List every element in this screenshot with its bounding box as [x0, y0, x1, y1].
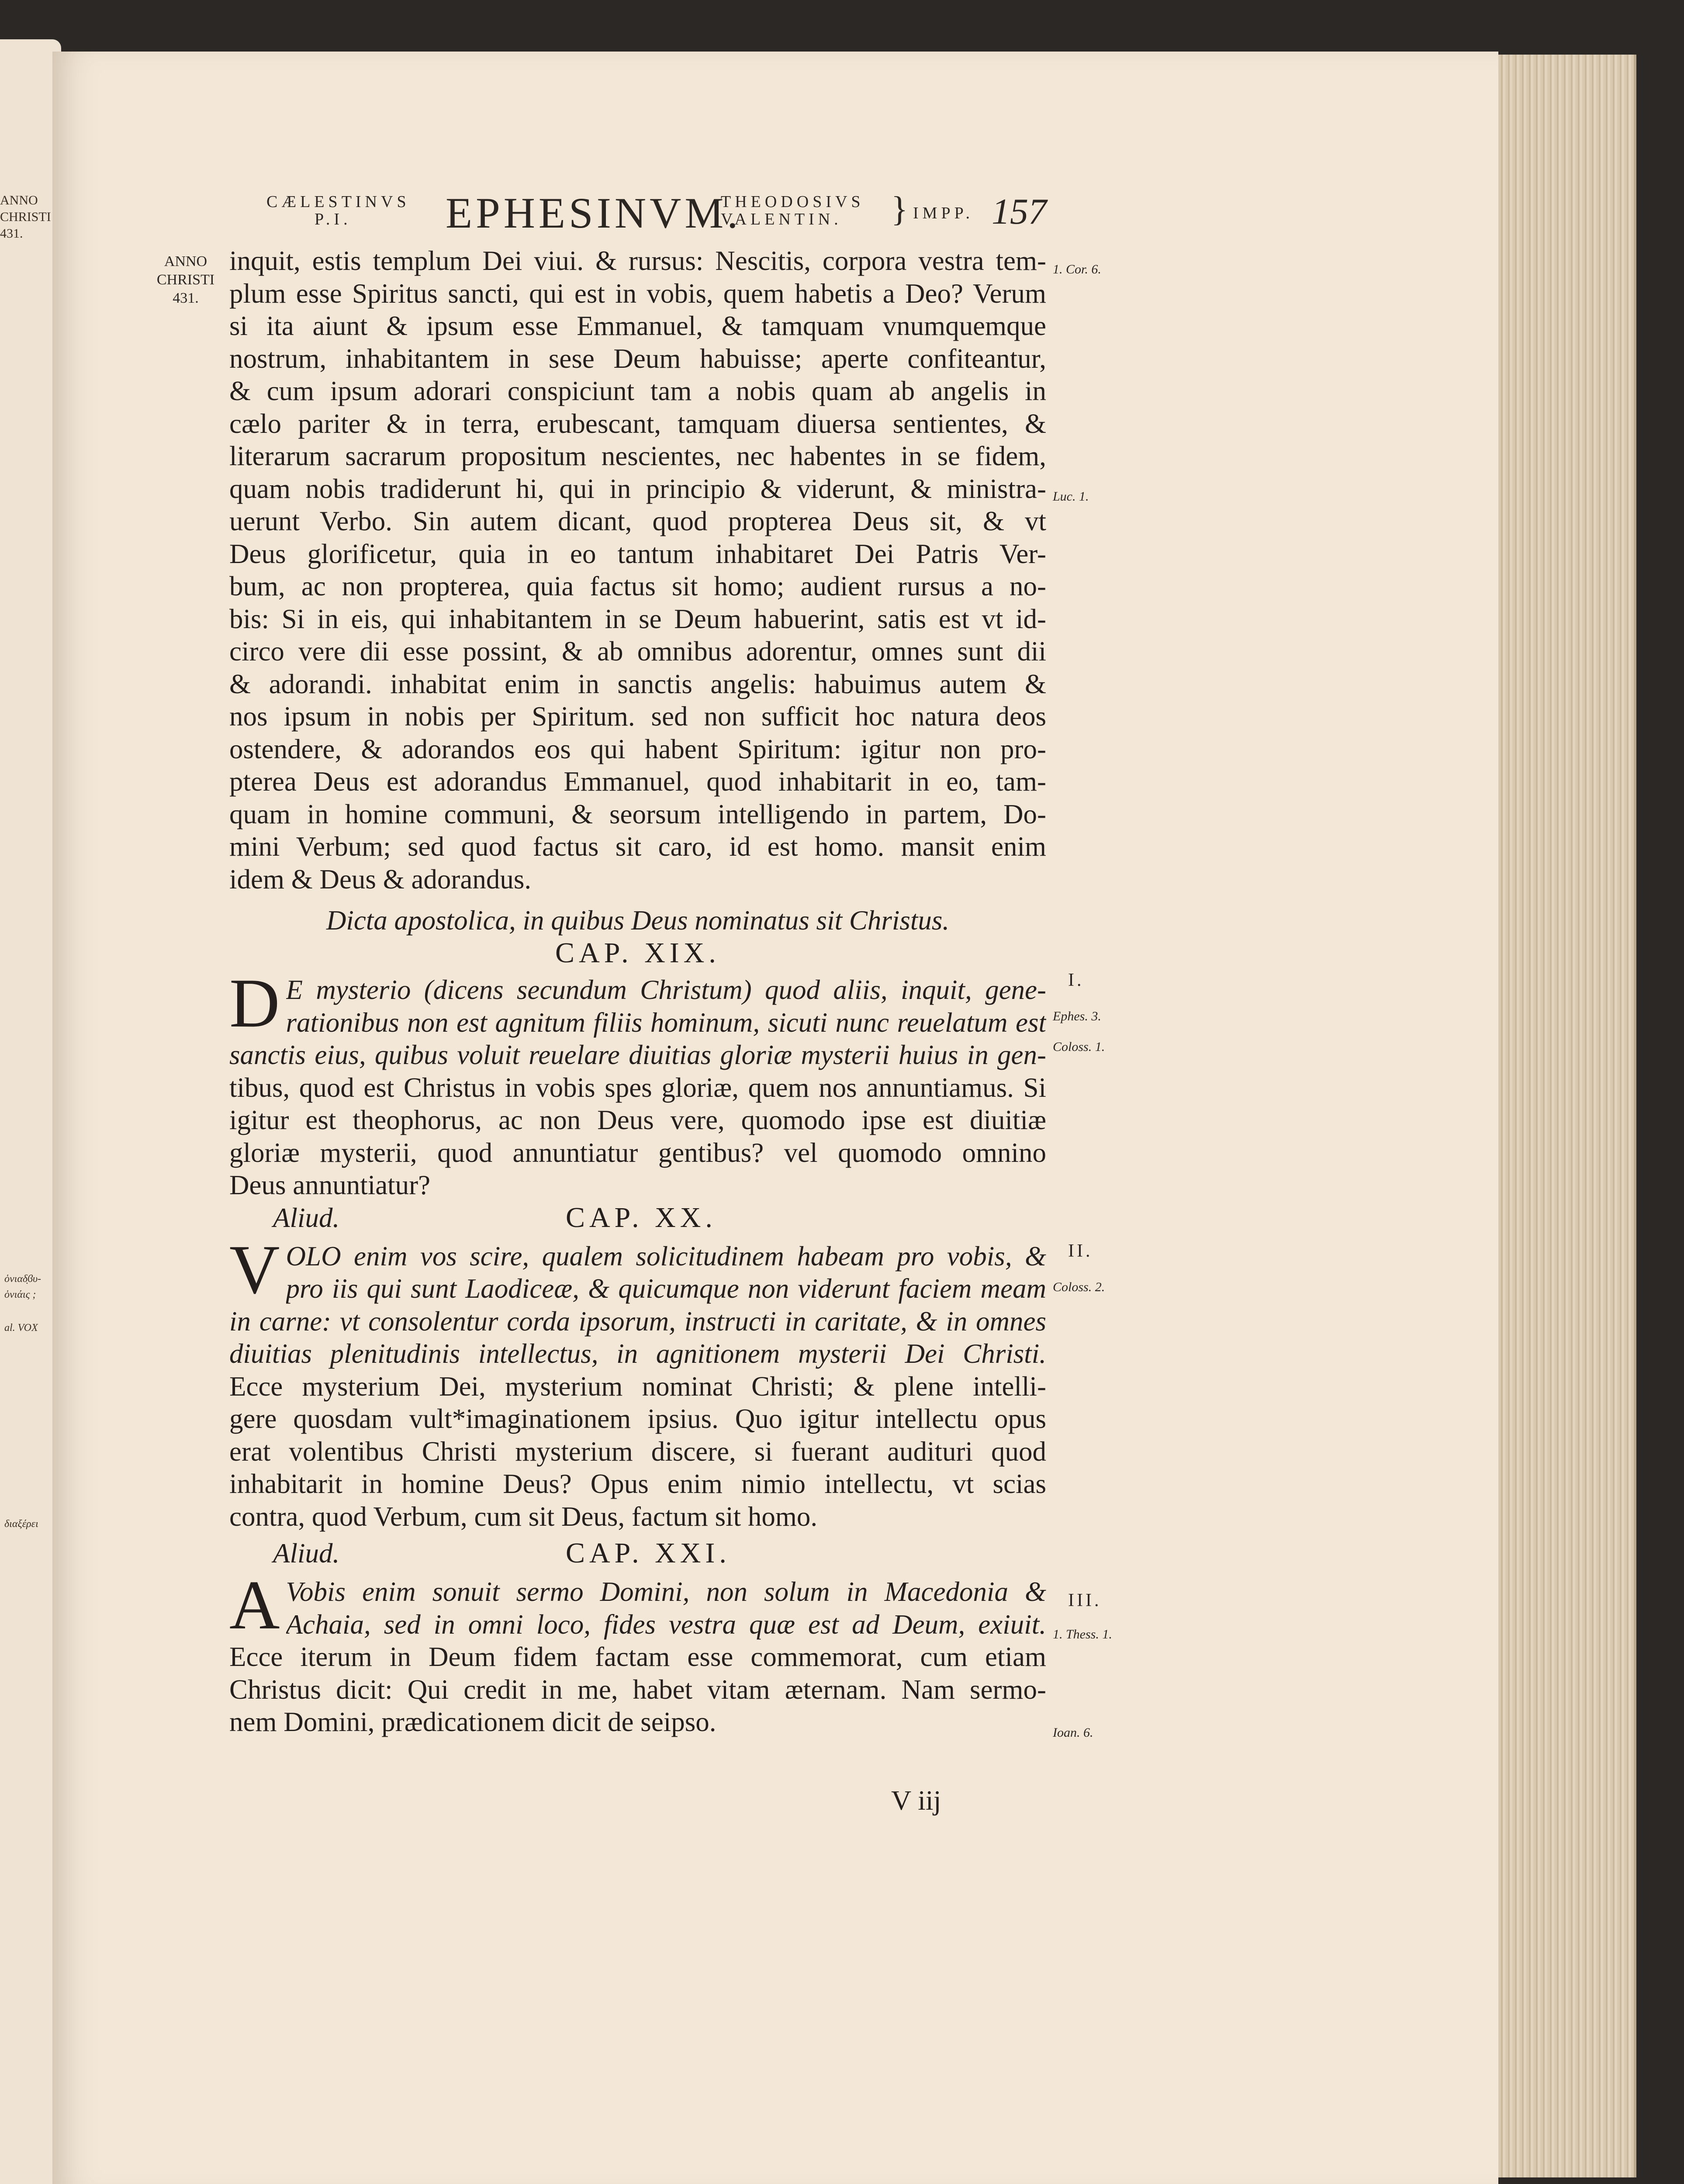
margin-note-luc: Luc. 1.	[1053, 489, 1089, 504]
text-line: cælo pariter & in terra, erubescant, tamquam diuersa sentientes, &	[229, 408, 1046, 439]
header-left-top: CÆLESTINVS	[266, 193, 410, 211]
text-line: igitur est theophorus, ac non Deus vere, quomodo ipse est diuitiæ	[229, 1105, 1046, 1135]
drop-cap-v: V	[229, 1230, 280, 1308]
margin-num-1: I.	[1068, 970, 1084, 990]
text-line: OLO enim vos scire, qualem solicitudinem habeam pro vobis, &	[286, 1241, 1046, 1272]
header-right-top: THEODOSIVS	[721, 193, 864, 211]
text-line: circo vere dii esse possint, & ab omnibus adorentur, omnes sunt dii	[229, 636, 1046, 667]
text-line: Deus annuntiatur?	[229, 1170, 431, 1200]
text-line: Achaia, sed in omni loco, fides vestra quæ est ad Deum, exiuit.	[286, 1609, 1046, 1640]
text-line: plum esse Spiritus sancti, qui est in vobis, quem habetis a Deo? Verum	[229, 278, 1046, 309]
header-impp: IMPP.	[913, 204, 974, 222]
text-line: uerunt Verbo. Sin autem dicant, quod propterea Deus sit, & vt	[229, 506, 1046, 536]
text-line: tibus, quod est Christus in vobis spes gloriæ, quem nos annuntiamus. Si	[229, 1072, 1046, 1103]
text-line: & cum ipsum adorari conspiciunt tam a nobis quam ab angelis in	[229, 376, 1046, 406]
text-line: Ecce iterum in Deum fidem factam esse commemorat, cum etiam	[229, 1641, 1046, 1672]
margin-note-cor: 1. Cor. 6.	[1053, 262, 1101, 276]
chapter-19-title: Dicta apostolica, in quibus Deus nominatus sit Christus.	[326, 905, 950, 936]
signature-mark: V iij	[891, 1785, 941, 1816]
text-line: bis: Si in eis, qui inhabitantem in se Deum habuerint, satis est vt id-	[229, 603, 1046, 634]
text-line: diuitias plenitudinis intellectus, in agnitionem mysterii Dei Christi.	[229, 1338, 1046, 1369]
margin-note-ephes: Ephes. 3.	[1053, 1009, 1101, 1023]
text-line: nostrum, inhabitantem in sese Deum habuisse; aperte confiteantur,	[229, 343, 1046, 374]
text-line: & adorandi. inhabitat enim in sanctis angelis: habuimus autem &	[229, 668, 1046, 699]
body-text	[229, 245, 1046, 1738]
paragraph-3	[229, 1230, 1046, 1533]
drop-cap-d: D	[229, 964, 280, 1042]
text-line: rationibus non est agnitum filiis hominum, sicuti nunc reuelatum est	[286, 1007, 1046, 1038]
facing-page-edge	[0, 39, 61, 2184]
facing-page-greek-note: ὁνιαδ̣ϐυ- ὁνιάις ; al. VOX	[4, 1273, 41, 1334]
chapter-20-heading: CAP. XX.	[566, 1201, 717, 1234]
margin-num-2: II.	[1068, 1241, 1093, 1261]
text-line: pterea Deus est adorandus Emmanuel, quod inhabitarit in eo, tam-	[229, 766, 1046, 797]
text-line: nem Domini, prædicationem dicit de seipso.	[229, 1707, 716, 1737]
text-line: inhabitarit in homine Deus? Opus enim nimio intellectu, vt scias	[229, 1469, 1046, 1499]
text-line: pro iis qui sunt Laodiceæ, & quicumque non viderunt faciem meam	[286, 1273, 1046, 1304]
paragraph-4	[229, 1566, 1046, 1738]
text-line: inquit, estis templum Dei viui. & rursus: Nescitis, corpora vestra tem-	[229, 245, 1046, 276]
text-line: bum, ac non propterea, quia factus sit homo; audient rursus a no-	[229, 571, 1046, 601]
chapter-20-heading-row	[229, 1202, 1046, 1234]
running-header	[262, 189, 1048, 245]
margin-note-thess: 1. Thess. 1.	[1053, 1627, 1112, 1641]
text-line: literarum sacrarum propositum nescientes, nec habentes in se fidem,	[229, 441, 1046, 471]
facing-page-anno-note: ANNO CHRISTI 431.	[0, 193, 51, 241]
text-line: Vobis enim sonuit sermo Domini, non solum in Macedonia &	[286, 1576, 1046, 1607]
page-edges	[1498, 55, 1636, 2177]
text-line: E mysterio (dicens secundum Christum) quod aliis, inquit, gene-	[286, 975, 1046, 1005]
margin-note-coloss1: Coloss. 1.	[1053, 1040, 1105, 1054]
page-number: 157	[992, 191, 1047, 232]
header-left-bottom: P.I.	[315, 210, 352, 228]
margin-note-coloss2: Coloss. 2.	[1053, 1280, 1105, 1294]
chapter-20-aliud: Aliud.	[273, 1202, 340, 1233]
text-line: mini Verbum; sed quod factus sit caro, id est homo. mansit enim	[229, 831, 1046, 862]
chapter-21-aliud: Aliud.	[273, 1538, 340, 1569]
text-line: nos ipsum in nobis per Spiritum. sed non sufficit hoc natura deos	[229, 701, 1046, 732]
text-line: gere quosdam vult*imaginationem ipsius. Quo igitur intellectu opus	[229, 1403, 1046, 1434]
chapter-21-heading: CAP. XXI.	[566, 1537, 731, 1569]
text-line: Christus dicit: Qui credit in me, habet vitam æternam. Nam sermo-	[229, 1674, 1046, 1705]
text-line: idem & Deus & adorandus.	[229, 864, 532, 895]
header-right-bottom: VALENTIN.	[721, 210, 842, 228]
text-line: quam nobis tradiderunt hi, qui in principio & viderunt, & ministra-	[229, 473, 1046, 504]
text-line: erat volentibus Christi mysterium discere, si fuerant audituri quod	[229, 1436, 1046, 1467]
header-title: EPHESINVM.	[446, 189, 742, 237]
paragraph-2	[229, 964, 1046, 1202]
facing-page-low-note: διαξέρει	[4, 1518, 38, 1530]
text-line: Ecce mysterium Dei, mysterium nominat Christi; & plene intelli-	[229, 1371, 1046, 1402]
header-brace: }	[891, 190, 908, 228]
text-line: ostendere, & adorandos eos qui habent Spiritum: igitur non pro-	[229, 733, 1046, 764]
chapter-21-heading-row	[229, 1537, 1046, 1569]
text-line: si ita aiunt & ipsum esse Emmanuel, & tamquam vnumquemque	[229, 311, 1046, 341]
margin-note-ioan: Ioan. 6.	[1053, 1725, 1093, 1740]
text-line: in carne: vt consolentur corda ipsorum, instructi in caritate, & in omnes	[229, 1306, 1046, 1337]
text-line: quam in homine communi, & seorsum intelligendo in partem, Do-	[229, 798, 1046, 829]
paragraph-1	[229, 245, 1046, 895]
text-line: Deus glorificetur, quia in eo tantum inhabitaret Dei Patris Ver-	[229, 538, 1046, 569]
text-line: sanctis eius, quibus voluit reuelare diuitias gloriæ mysterii huius in gen-	[229, 1040, 1046, 1070]
text-line: gloriæ mysterii, quod annuntiatur gentibus? vel quomodo omnino	[229, 1137, 1046, 1168]
margin-num-3: III.	[1068, 1590, 1102, 1610]
text-line: contra, quod Verbum, cum sit Deus, factum sit homo.	[229, 1501, 818, 1532]
drop-cap-a: A	[229, 1566, 280, 1644]
chapter-19-heading: CAP. XIX.	[555, 936, 720, 969]
margin-anno-christi: ANNO CHRISTI 431.	[156, 253, 215, 306]
